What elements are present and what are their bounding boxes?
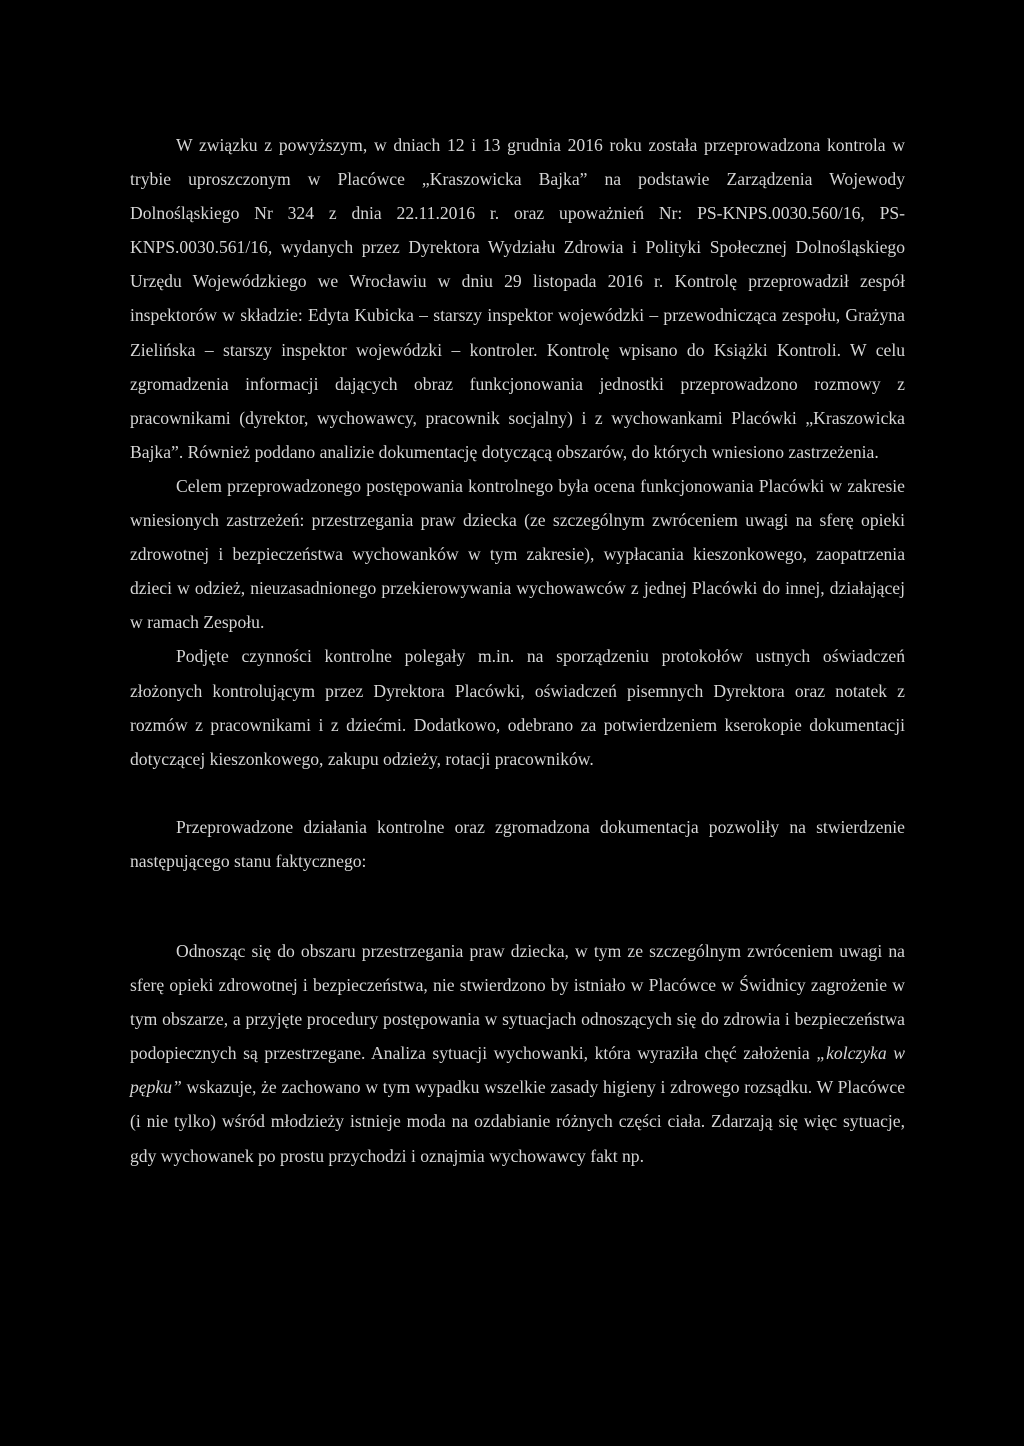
document-body	[130, 128, 905, 1173]
paragraph-inspection-purpose: Celem przeprowadzonego postępowania kontrolnego była ocena funkcjonowania Placówki w zakresie wniesionych zastrzeżeń: przestrzegania praw dziecka (ze szczególnym zwróceniem uwagi na sferę opieki zdrowotnej i bezpieczeństwa wychowanków w tym zakresie), wypłacania kieszonkowego, zaopatrzenia dzieci w odzież, nieuzasadnionego przekierowywania wychowawców z jednej Placówki do innej, działającej w ramach Zespołu.	[130, 475, 905, 633]
paragraph-findings-intro: Przeprowadzone działania kontrolne oraz zgromadzona dokumentacja pozwoliły na stwierdzenie następującego stanu faktycznego:	[130, 816, 905, 871]
paragraph-text-after: wskazuje, że zachowano w tym wypadku wszelkie zasady higieny i zdrowego rozsądku. W Placówce (i nie tylko) wśród młodzieży istnieje moda na ozdabianie różnych części ciała. Zdarzają się więc sytuacje, gdy wychowanek po prostu przychodzi i oznajmia wychowawcy fakt np.	[130, 1077, 905, 1166]
paragraph-child-rights-findings	[130, 934, 905, 1173]
paragraph-italic-quote: „kolczyka w pępku”	[130, 1043, 905, 1098]
paragraph-text-before: Odnosząc się do obszaru przestrzegania praw dziecka, w tym ze szczególnym zwróceniem uwagi na sferę opieki zdrowotnej i bezpieczeństwa, nie stwierdzono by istniało w Placówce w Świdnicy zagrożenie w tym obszarze, a przyjęte procedury postępowania w sytuacjach odnoszących się do zdrowia i bezpieczeństwa podopiecznych są przestrzegane. Analiza sytuacji wychowanki, która wyraziła chęć założenia	[130, 940, 905, 1064]
paragraph-inspection-activities: Podjęte czynności kontrolne polegały m.in. na sporządzeniu protokołów ustnych oświadczeń złożonych kontrolującym przez Dyrektora Placówki, oświadczeń pisemnych Dyrektora oraz notatek z rozmów z pracownikami i z dziećmi. Dodatkowo, odebrano za potwierdzeniem kserokopie dokumentacji dotyczącej kieszonkowego, zakupu odzieży, rotacji pracowników.	[130, 646, 905, 769]
paragraph-inspection-details: W związku z powyższym, w dniach 12 i 13 grudnia 2016 roku została przeprowadzona kontrola w trybie uproszczonym w Placówce „Kraszowicka Bajka” na podstawie Zarządzenia Wojewody Dolnośląskiego Nr 324 z dnia 22.11.2016 r. oraz upoważnień Nr: PS-KNPS.0030.560/16, PS-KNPS.0030.561/16, wydanych przez Dyrektora Wydziału Zdrowia i Polityki Społecznej Dolnośląskiego Urzędu Wojewódzkiego we Wrocławiu w dniu 29 listopada 2016 r. Kontrolę przeprowadził zespół inspektorów w składzie: Edyta Kubicka – starszy inspektor wojewódzki – przewodnicząca zespołu, Grażyna Zielińska – starszy inspektor wojewódzki – kontroler. Kontrolę wpisano do Książki Kontroli. W celu zgromadzenia informacji dających obraz funkcjonowania jednostki przeprowadzono rozmowy z pracownikami (dyrektor, wychowawcy, pracownik socjalny) i z wychowankami Placówki „Kraszowicka Bajka”. Również poddano analizie dokumentację dotyczącą obszarów, do których wniesiono zastrzeżenia.	[130, 135, 905, 462]
